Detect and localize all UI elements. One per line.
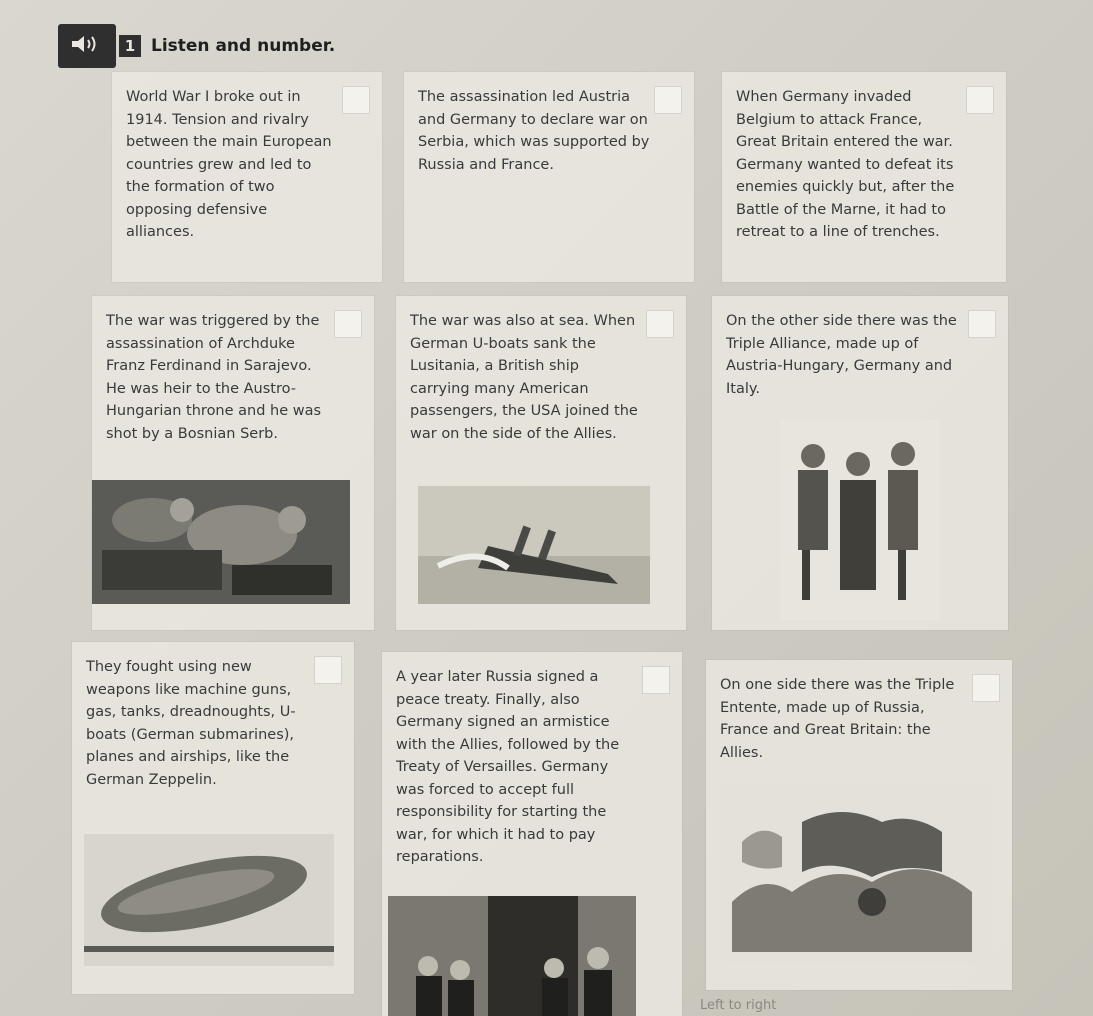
audio-button[interactable] [58,24,116,68]
card-text: The war was triggered by the assassination of Archduke Franz Ferdinand in Sarajevo. He was heir to the Austro-Hungarian throne and he was shot by a Bosnian Serb. [106,313,322,442]
exercise-header [58,24,335,68]
card-text: When Germany invaded Belgium to attack France, Great Britain entered the war. Germany wanted to defeat its enemies quickly but, after the Battle of the Marne, it had to retreat to a line of trenches. [736,89,955,240]
versailles-photo [388,896,636,1016]
alliance-cartoon [780,420,940,620]
lusitania-photo [418,486,650,604]
number-box[interactable] [966,86,994,114]
footer-text: Left to right [700,998,777,1013]
card-text: World War I broke out in 1914. Tension and rivalry between the main European countries grew and led to the formation of two opposing defensive alliances. [126,89,332,240]
number-box[interactable] [342,86,370,114]
exercise-number: 1 [119,35,141,57]
number-box[interactable] [968,310,996,338]
card-war-broke-out [112,72,382,282]
number-box[interactable] [314,656,342,684]
card-triple-entente [706,660,1012,990]
number-box[interactable] [972,674,1000,702]
card-text: On the other side there was the Triple Alliance, made up of Austria-Hungary, Germany and Italy. [726,313,957,397]
speaker-icon [70,33,104,59]
card-text: The war was also at sea. When German U-boats sank the Lusitania, a British ship carrying many American passengers, the USA joined the war on the side of the Allies. [410,313,638,442]
card-peace-treaty [382,652,682,1016]
number-box[interactable] [642,666,670,694]
card-new-weapons [72,642,354,994]
card-triple-alliance [712,296,1008,630]
card-war-triggered [92,296,374,630]
europe-map [722,782,994,964]
card-germany-invaded [722,72,1006,282]
instruction-text: Listen and number. [151,36,336,56]
number-box[interactable] [334,310,362,338]
card-assassination-led [404,72,694,282]
card-text: The assassination led Austria and Germany to declare war on Serbia, which was supported by Russia and France. [418,89,650,173]
card-text: They fought using new weapons like machine guns, gas, tanks, dreadnoughts, U-boats (German submarines), planes and airships, like the German Zeppelin. [86,659,296,788]
archduke-photo [92,480,350,604]
card-text: A year later Russia signed a peace treaty. Finally, also Germany signed an armistice with the Allies, followed by the Treaty of Versailles. Germany was forced to accept full responsibility for starting the war, for which it had to pay reparations. [396,669,620,865]
card-war-at-sea [396,296,686,630]
number-box[interactable] [654,86,682,114]
number-box[interactable] [646,310,674,338]
zeppelin-photo [84,834,334,966]
card-text: On one side there was the Triple Entente, made up of Russia, France and Great Britain: the Allies. [720,677,955,761]
